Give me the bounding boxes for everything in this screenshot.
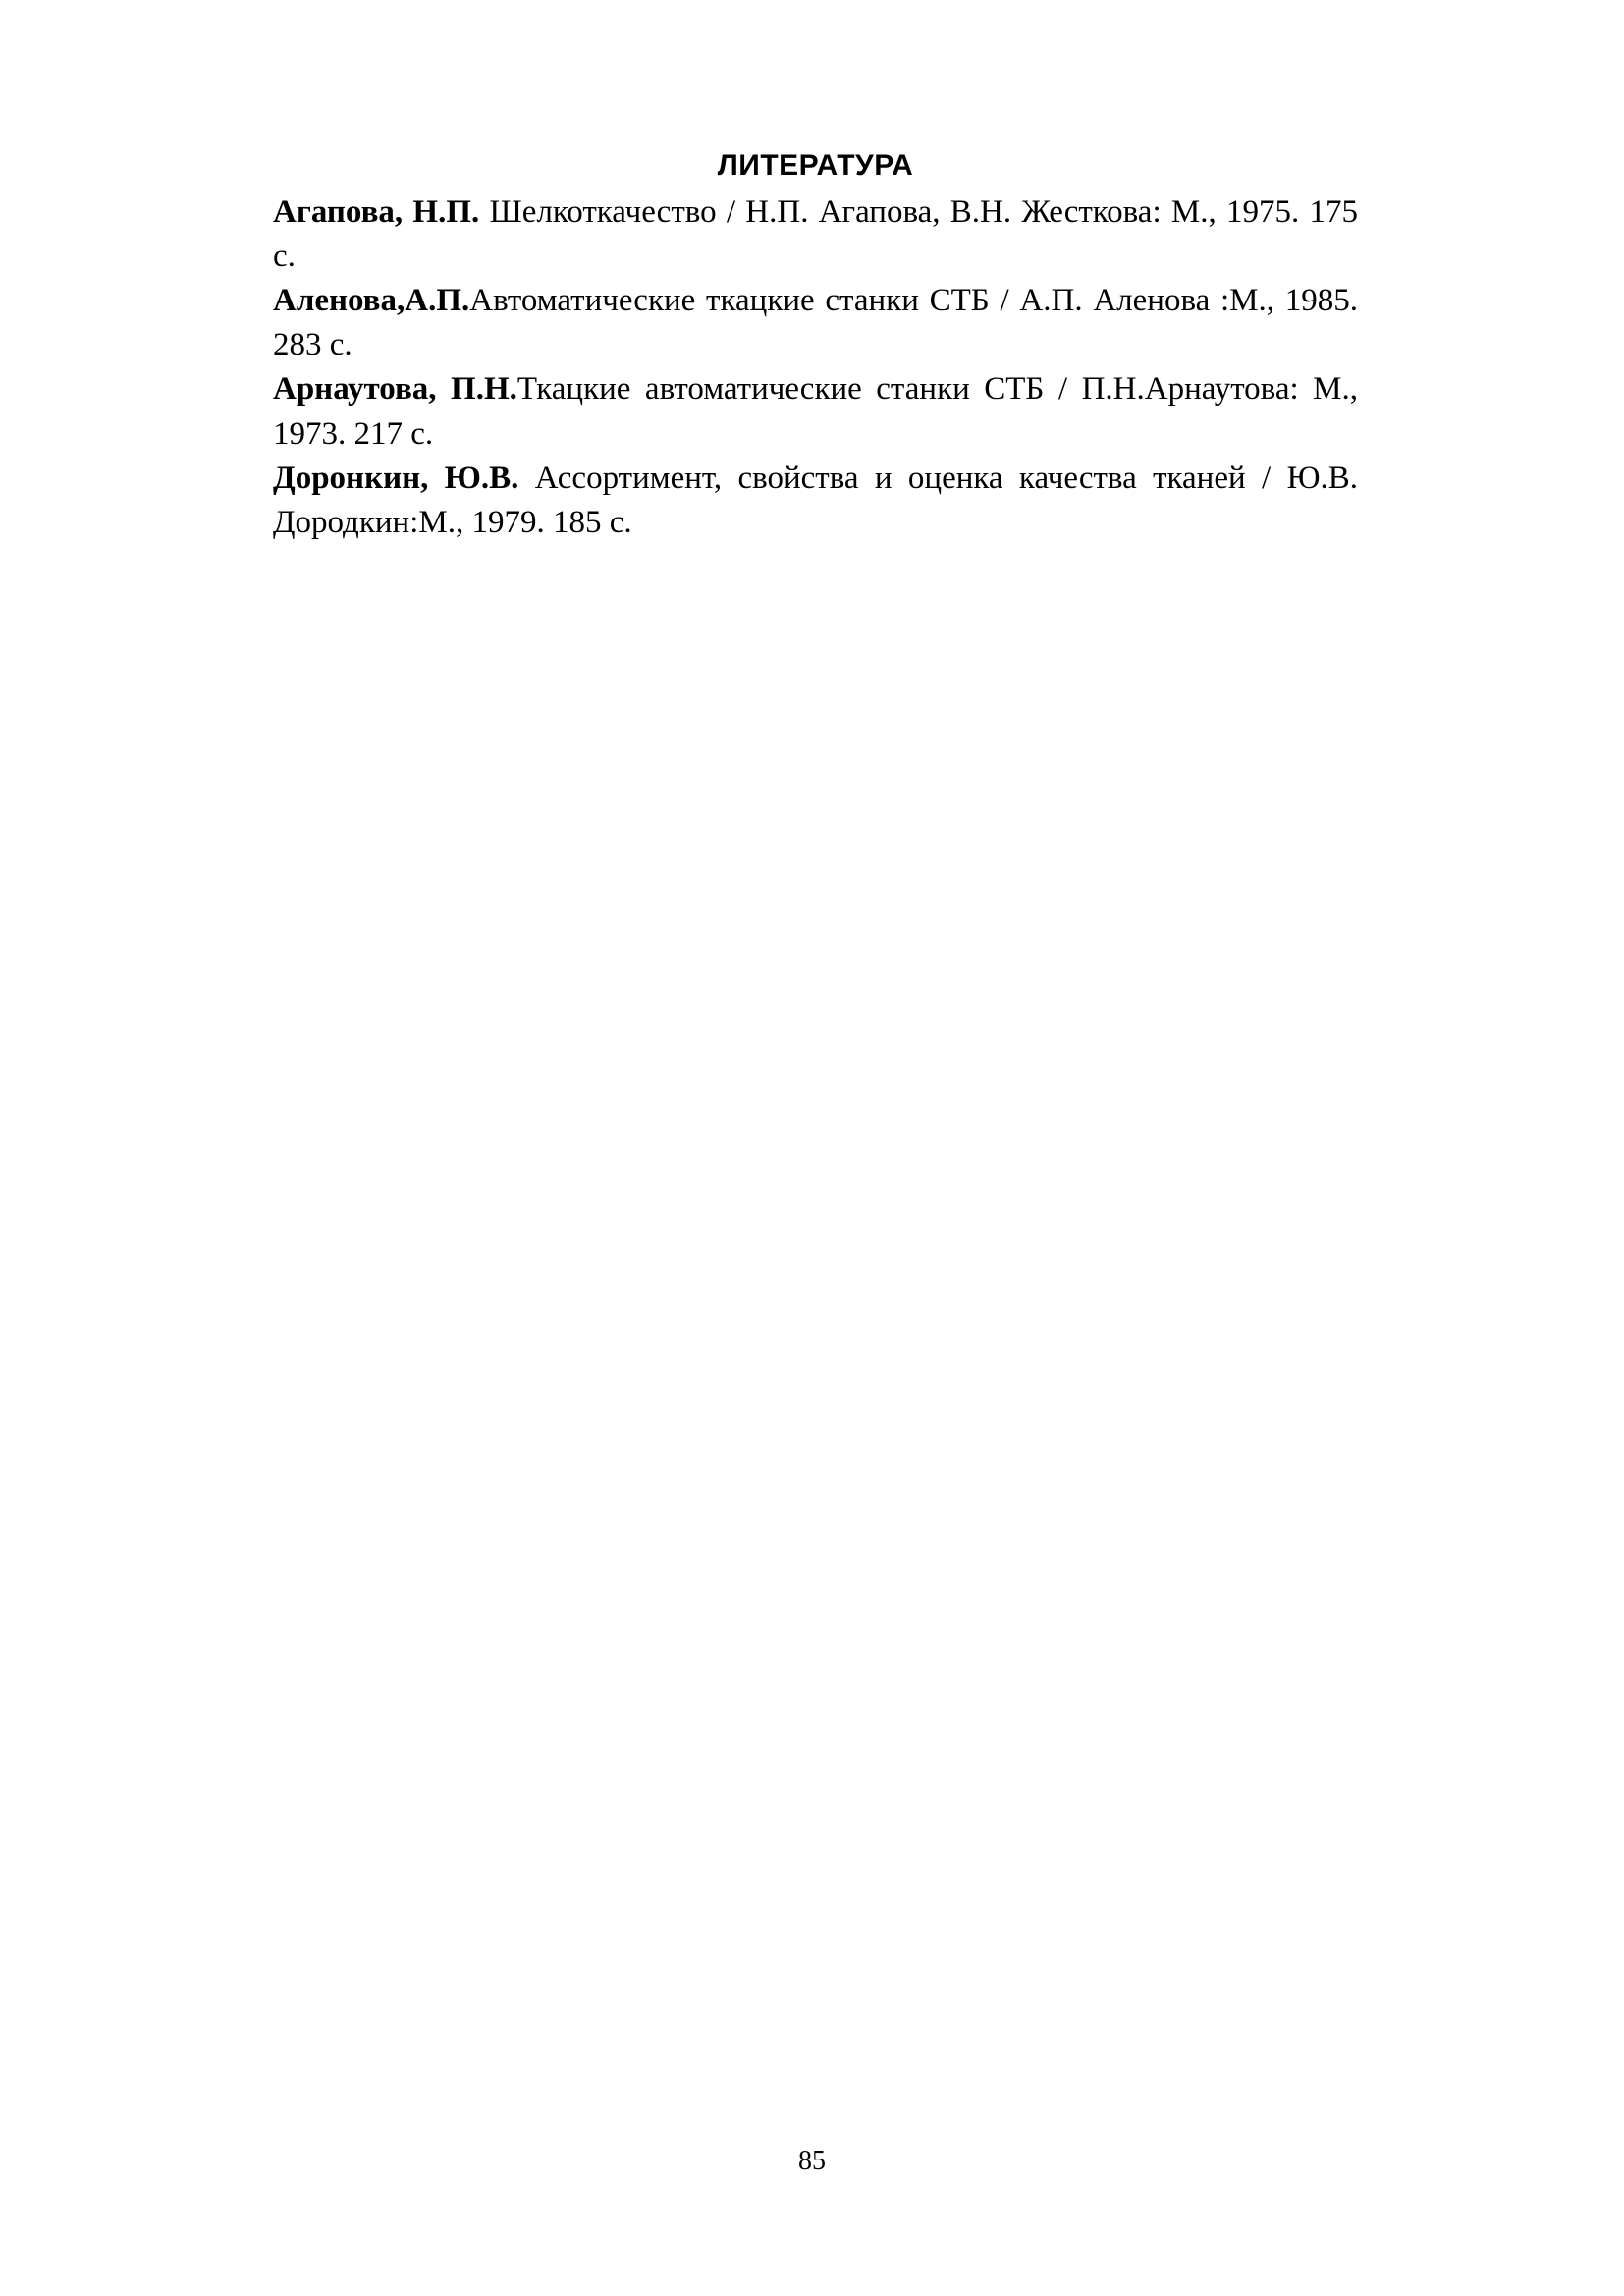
reference-text: Ткацкие автоматические станки СТБ / П.Н.Арнаутова: М., 1973. 217 с. [273, 371, 1358, 452]
reference-entry [273, 191, 1358, 279]
reference-entry [273, 457, 1358, 545]
reference-text: Автоматические ткацкие станки СТБ / А.П. Аленова :М., 1985. 283 с. [273, 282, 1358, 363]
reference-author: Доронкин, Ю.В. [273, 460, 519, 496]
page-number: 85 [798, 2146, 826, 2176]
reference-text: Шелкоткачество / Н.П. Агапова, В.Н. Жесткова: М., 1975. 175 с. [273, 193, 1358, 274]
reference-entry [273, 367, 1358, 456]
page-content [273, 147, 1358, 545]
reference-entry [273, 279, 1358, 367]
page-title: ЛИТЕРАТУРА [717, 149, 914, 182]
reference-text: Ассортимент, свойства и оценка качества тканей / Ю.В. Дородкин:М., 1979. 185 с. [273, 460, 1358, 540]
reference-author: Аленова,А.П. [273, 282, 470, 318]
reference-author: Арнаутова, П.Н. [273, 371, 517, 408]
reference-author: Агапова, Н.П. [273, 193, 480, 230]
